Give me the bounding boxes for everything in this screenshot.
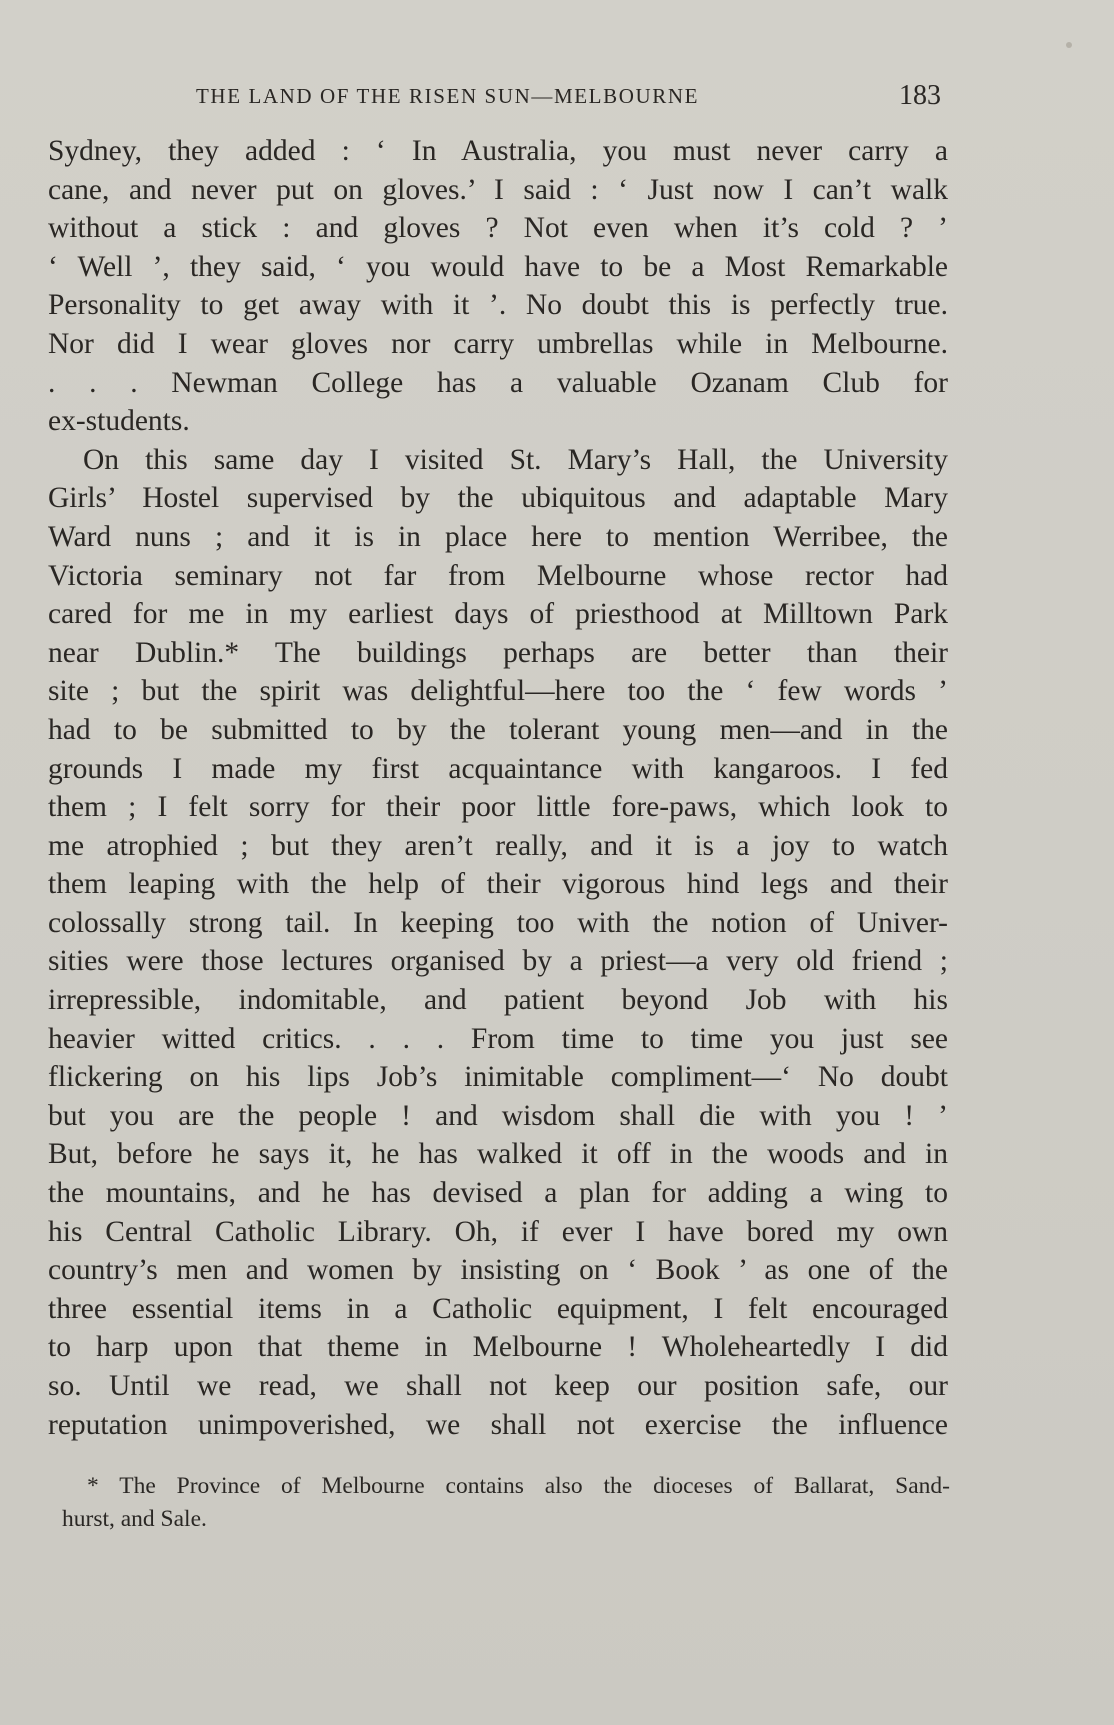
body-line: Girls’ Hostel supervised by the ubiquitous and adaptable Mary — [48, 482, 948, 515]
body-line: me atrophied ; but they aren’t really, and it is a joy to watch — [48, 829, 948, 862]
body-line: Nor did I wear gloves nor carry umbrellas while in Melbourne. — [48, 327, 948, 360]
footnote — [62, 1470, 950, 1536]
body-line: cane, and never put on gloves.’ I said : ‘ Just now I can’t walk — [48, 173, 948, 206]
body-line: site ; but the spirit was delightful—here too the ‘ few words ’ — [48, 675, 948, 708]
body-line: Ward nuns ; and it is in place here to mention Werribee, the — [48, 520, 948, 553]
body-line: reputation unimpoverished, we shall not exercise the influence — [48, 1408, 948, 1441]
body-line: . . . Newman College has a valuable Ozanam Club for — [48, 366, 948, 399]
body-line: ‘ Well ’, they said, ‘ you would have to be a Most Remarkable — [48, 250, 948, 283]
page-speck — [1066, 42, 1072, 48]
running-head: THE LAND OF THE RISEN SUN—MELBOURNE — [196, 84, 700, 108]
body-line: On this same day I visited St. Mary’s Hall, the University — [83, 443, 948, 476]
body-line: sities were those lectures organised by a priest—a very old friend ; — [48, 945, 948, 978]
body-line: colossally strong tail. In keeping too with the notion of Univer- — [48, 906, 948, 939]
body-line: Personality to get away with it ’. No doubt this is perfectly true. — [48, 289, 948, 322]
body-line: them ; I felt sorry for their poor little fore-paws, which look to — [48, 791, 948, 824]
body-line: three essential items in a Catholic equipment, I felt encouraged — [48, 1292, 948, 1325]
body-line: Victoria seminary not far from Melbourne whose rector had — [48, 559, 948, 592]
body-line: country’s men and women by insisting on ‘ Book ’ as one of the — [48, 1254, 948, 1287]
page-number: 183 — [899, 80, 941, 111]
body-line: But, before he says it, he has walked it off in the woods and in — [48, 1138, 948, 1171]
footnote-line: * The Province of Melbourne contains also the dioceses of Ballarat, Sand- — [87, 1473, 950, 1499]
body-line: so. Until we read, we shall not keep our position safe, our — [48, 1370, 948, 1402]
footnote-line: hurst, and Sale. — [62, 1506, 207, 1532]
body-line: grounds I made my first acquaintance with kangaroos. I fed — [48, 752, 948, 785]
body-line: irrepressible, indomitable, and patient beyond Job with his — [48, 984, 948, 1017]
body-line: but you are the people ! and wisdom shall die with you ! ’ — [48, 1099, 948, 1132]
body-line: them leaping with the help of their vigorous hind legs and their — [48, 868, 948, 901]
body-line: ex-students. — [48, 405, 190, 438]
body-line: cared for me in my earliest days of priesthood at Milltown Park — [48, 598, 948, 631]
body-line: the mountains, and he has devised a plan for adding a wing to — [48, 1177, 948, 1210]
body-line: near Dublin.* The buildings perhaps are better than their — [48, 636, 948, 669]
body-line: heavier witted critics. . . . From time to time you just see — [48, 1022, 948, 1055]
body-line: to harp upon that theme in Melbourne ! Wholeheartedly I did — [48, 1331, 948, 1364]
body-line: his Central Catholic Library. Oh, if ever I have bored my own — [48, 1215, 948, 1248]
body-line: had to be submitted to by the tolerant young men—and in the — [48, 713, 948, 746]
body-line: Sydney, they added : ‘ In Australia, you must never carry a — [48, 135, 948, 167]
body-line: flickering on his lips Job’s inimitable compliment—‘ No doubt — [48, 1061, 948, 1094]
page-header — [196, 80, 941, 116]
body-line: without a stick : and gloves ? Not even when it’s cold ? ’ — [48, 212, 948, 245]
body-text — [48, 132, 948, 1444]
